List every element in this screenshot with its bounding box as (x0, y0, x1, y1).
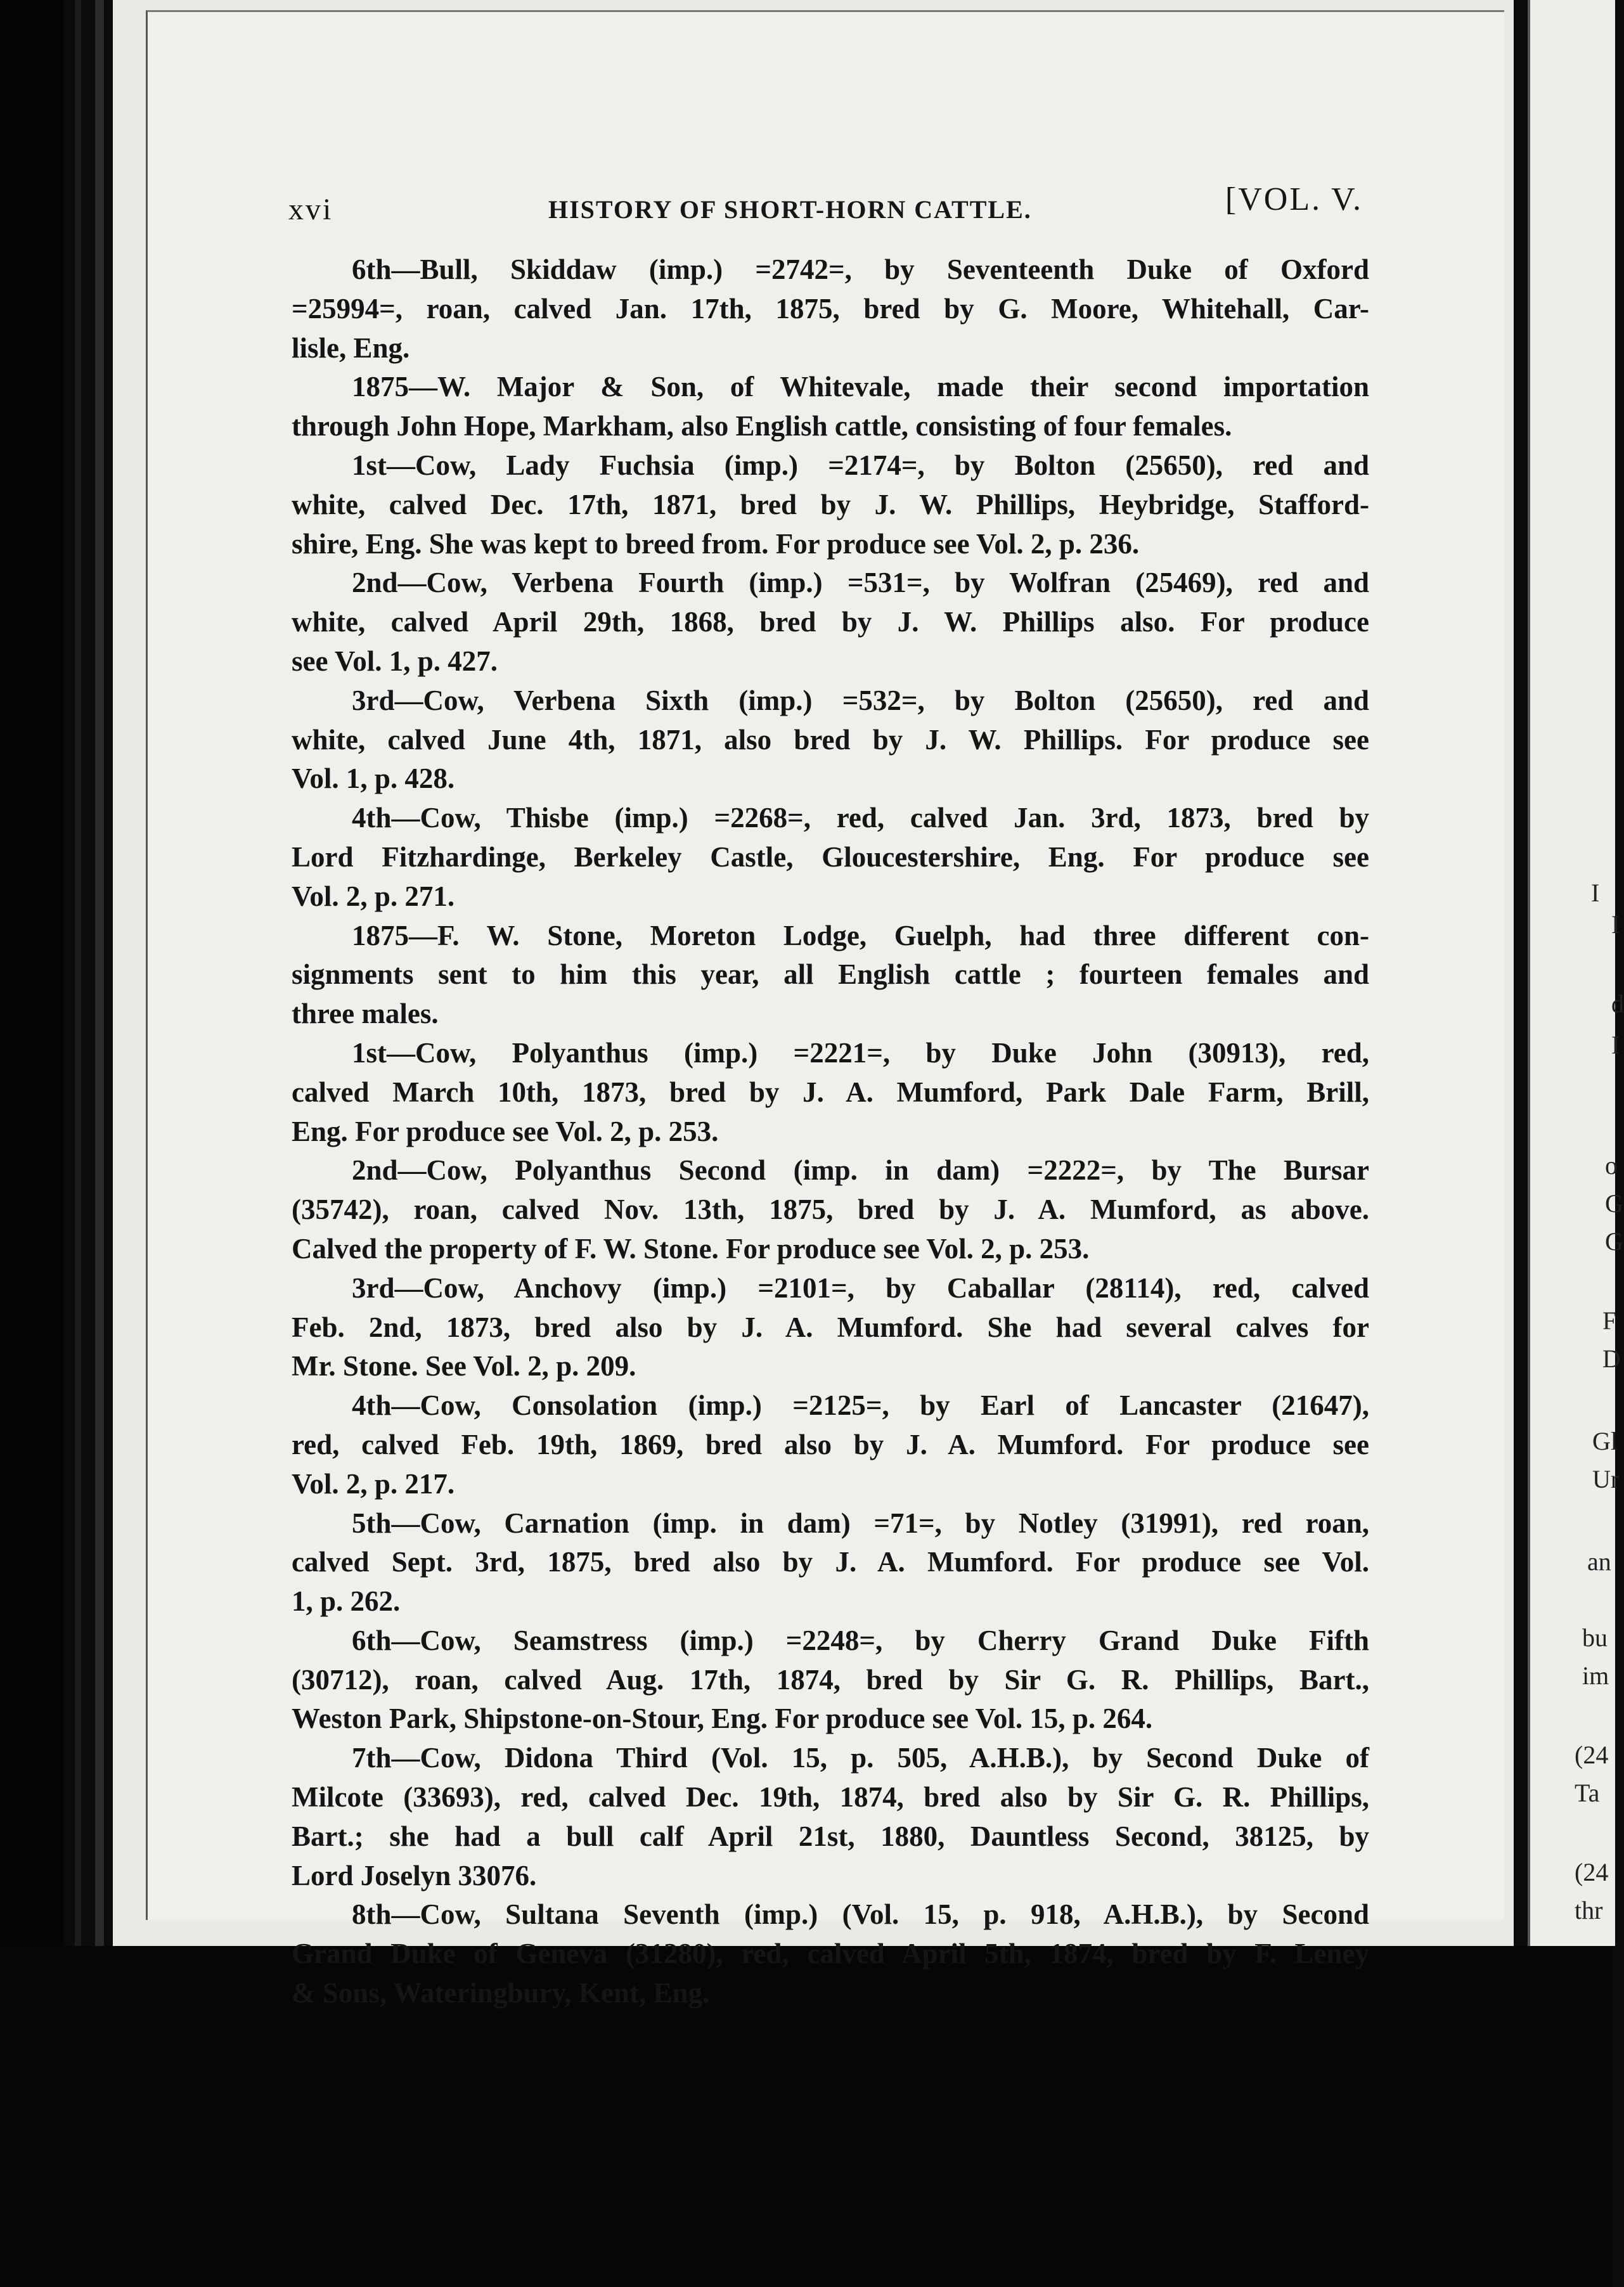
text-line: shire, Eng. She was kept to breed from. For produce see Vol. 2, p. 236. (292, 527, 1140, 560)
text-line: signments sent to him this year, all English cattle ; fourteen females and (292, 958, 1369, 991)
text-line: 5th—Cow, Carnation (imp. in dam) =71=, by Notley (31991), red roan, (352, 1507, 1369, 1539)
text-line: 1875—W. Major & Son, of Whitevale, made their second importation (352, 371, 1369, 403)
facing-page-text: (24 (1575, 1741, 1609, 1769)
facing-page-text: D (1602, 1344, 1621, 1373)
binding-edge (75, 0, 81, 2287)
text-line: Calved the property of F. W. Stone. For produce see Vol. 2, p. 253. (292, 1232, 1090, 1265)
text-line: Lord Fitzhardinge, Berkeley Castle, Gloucestershire, Eng. For produce see (292, 841, 1369, 873)
text-line: 1st—Cow, Lady Fuchsia (imp.) =2174=, by Bolton (25650), red and (352, 449, 1369, 481)
text-line: Milcote (33693), red, calved Dec. 19th, 1874, bred also by Sir G. R. Phillips, (292, 1781, 1369, 1813)
running-header (288, 181, 1363, 231)
page-text (292, 250, 1369, 2013)
facing-page-text: I (1611, 910, 1620, 939)
facing-page-text: o (1605, 1151, 1618, 1180)
volume-label: [VOL. V. (1225, 181, 1363, 217)
running-title: HISTORY OF SHORT-HORN CATTLE. (548, 195, 1032, 224)
text-line: Vol. 2, p. 217. (292, 1467, 455, 1500)
text-line: Eng. For produce see Vol. 2, p. 253. (292, 1115, 719, 1147)
text-line: white, calved June 4th, 1871, also bred by J. W. Phillips. For produce see (292, 723, 1369, 756)
facing-page-edge (1528, 0, 1624, 1946)
text-line: three males. (292, 998, 439, 1030)
text-line: 6th—Bull, Skiddaw (imp.) =2742=, by Seventeenth Duke of Oxford (352, 254, 1369, 285)
text-line: 2nd—Cow, Verbena Fourth (imp.) =531=, by Wolfran (25469), red and (352, 567, 1369, 599)
text-line: red, calved Feb. 19th, 1869, bred also by J. A. Mumford. For produce see (292, 1428, 1369, 1460)
text-line: =25994=, roan, calved Jan. 17th, 1875, bred by G. Moore, Whitehall, Car- (292, 292, 1369, 325)
page-number: xvi (288, 193, 333, 226)
text-line: Weston Park, Shipstone-on-Stour, Eng. For produce see Vol. 15, p. 264. (292, 1703, 1153, 1735)
text-line: (30712), roan, calved Aug. 17th, 1874, bred by Sir G. R. Phillips, Bart., (292, 1663, 1369, 1696)
text-line: Lord Joselyn 33076. (292, 1859, 537, 1891)
facing-page-text: I (1591, 879, 1600, 907)
facing-page-text: (24 (1575, 1858, 1609, 1886)
facing-page-text: im (1582, 1661, 1609, 1690)
text-line: 6th—Cow, Seamstress (imp.) =2248=, by Cherry Grand Duke Fifth (352, 1624, 1369, 1656)
text-line: 8th—Cow, Sultana Seventh (imp.) (Vol. 15, p. 918, A.H.B.), by Second (352, 1898, 1369, 1931)
facing-page-text: Gl (1592, 1427, 1618, 1455)
facing-page-text: bu (1582, 1623, 1608, 1652)
text-line: see Vol. 1, p. 427. (292, 645, 498, 677)
text-line: lisle, Eng. (292, 332, 410, 364)
text-line: Grand Duke of Geneva (31280), red, calved April 5th, 1874, bred by F. Leney (292, 1938, 1369, 1970)
text-line: 4th—Cow, Thisbe (imp.) =2268=, red, calved Jan. 3rd, 1873, bred by (352, 802, 1369, 834)
facing-page-text: d (1611, 989, 1624, 1018)
text-line: white, calved April 29th, 1868, bred by J. W. Phillips also. For produce (292, 606, 1369, 638)
text-line: (35742), roan, calved Nov. 13th, 1875, bred by J. A. Mumford, as above. (292, 1194, 1369, 1226)
facing-page-text: G (1605, 1189, 1623, 1218)
text-line: 3rd—Cow, Verbena Sixth (imp.) =532=, by Bolton (25650), red and (352, 684, 1369, 716)
facing-page-text: F (1602, 1306, 1617, 1335)
text-line: 1, p. 262. (292, 1585, 401, 1618)
binding-shadow (0, 0, 63, 2287)
text-line: calved Sept. 3rd, 1875, bred also by J. A. Mumford. For produce see Vol. (292, 1546, 1369, 1578)
text-line: Mr. Stone. See Vol. 2, p. 209. (292, 1350, 636, 1382)
text-line: 1875—F. W. Stone, Moreton Lodge, Guelph, had three different con- (352, 919, 1369, 951)
text-line: Feb. 2nd, 1873, bred also by J. A. Mumford. She had several calves for (292, 1311, 1369, 1343)
text-line: Bart.; she had a bull calf April 21st, 1880, Dauntless Second, 38125, by (292, 1820, 1369, 1852)
text-line: 7th—Cow, Didona Third (Vol. 15, p. 505, A.H.B.), by Second Duke of (352, 1742, 1369, 1774)
text-line: Vol. 1, p. 428. (292, 763, 455, 795)
text-line: Vol. 2, p. 271. (292, 880, 455, 912)
text-line: through John Hope, Markham, also English cattle, consisting of four females. (292, 410, 1232, 442)
binding-edge (95, 0, 104, 2287)
facing-page-text: thr (1575, 1896, 1603, 1924)
text-line: 4th—Cow, Consolation (imp.) =2125=, by Earl of Lancaster (21647), (352, 1389, 1369, 1422)
facing-page-text: G (1605, 1227, 1623, 1256)
facing-page-text: an (1587, 1547, 1611, 1576)
text-line: 1st—Cow, Polyanthus (imp.) =2221=, by Duke John (30913), red, (352, 1036, 1369, 1069)
text-line: & Sons, Wateringbury, Kent, Eng. (292, 1977, 710, 2009)
text-line: white, calved Dec. 17th, 1871, bred by J. W. Phillips, Heybridge, Stafford- (292, 488, 1369, 520)
facing-page-text: Ur (1592, 1465, 1620, 1493)
facing-page-text: Ta (1575, 1779, 1600, 1807)
text-line: 3rd—Cow, Anchovy (imp.) =2101=, by Caballar (28114), red, calved (352, 1272, 1369, 1304)
text-line: calved March 10th, 1873, bred by J. A. Mumford, Park Dale Farm, Brill, (292, 1076, 1369, 1108)
facing-page-text: I (1611, 1031, 1620, 1059)
text-line: 2nd—Cow, Polyanthus Second (imp. in dam) =2222=, by The Bursar (352, 1154, 1369, 1187)
